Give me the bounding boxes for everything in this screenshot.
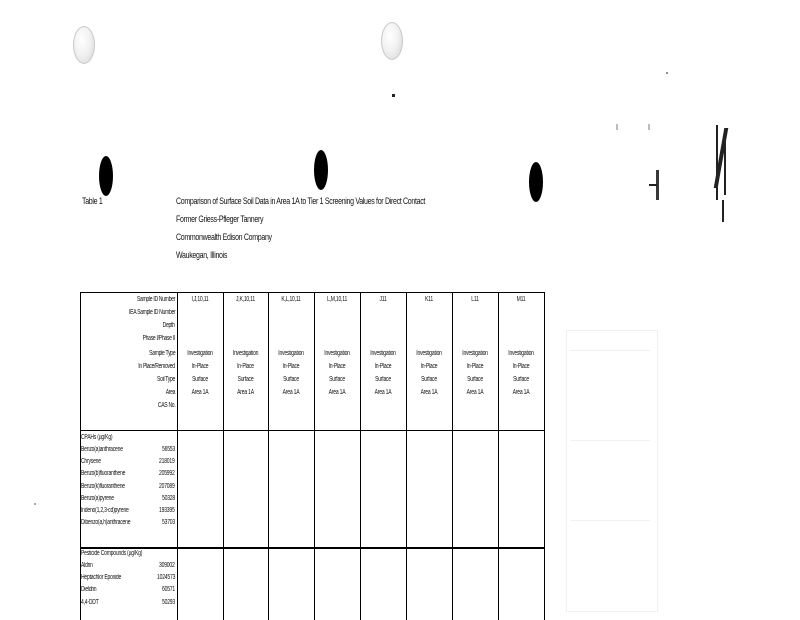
location: Waukegan, Illinois xyxy=(176,250,228,260)
area: Area 1A xyxy=(512,389,530,396)
analyte-cas: 50328 xyxy=(162,494,175,502)
sample-type: Investigation xyxy=(278,350,304,357)
table-border-left xyxy=(80,292,81,620)
section-divider xyxy=(80,547,544,549)
analyte-cas: 309002 xyxy=(159,562,175,569)
sample-id: L11 xyxy=(471,296,479,303)
analyte-name: Indeno(1,2,3-cd)pyrene xyxy=(81,507,129,514)
sample-type: Investigation xyxy=(232,350,259,357)
sample-type: Investigation xyxy=(508,350,534,357)
in-place-status: In-Place xyxy=(512,363,530,370)
row-header-label: IEA Sample ID Number xyxy=(128,309,175,316)
scan-speck xyxy=(392,94,395,97)
column-rule xyxy=(177,292,178,620)
analyte-cas: 50293 xyxy=(162,598,175,606)
column-rule xyxy=(223,292,224,620)
document-page xyxy=(80,150,548,618)
analyte-name: 4,4-DDT xyxy=(81,598,99,606)
sample-id: I,J,10,11 xyxy=(191,296,209,303)
in-place-status: In-Place xyxy=(374,363,392,370)
analyte-name: Aldrin xyxy=(81,562,93,569)
analyte-name: Benzo(k)fluoranthene xyxy=(81,482,125,490)
sample-type: Investigation xyxy=(187,350,213,357)
site-name: Former Griess-Pfleger Tannery xyxy=(176,214,264,224)
soil-type: Surface xyxy=(237,376,254,383)
binder-hole-center xyxy=(314,150,328,190)
header-divider xyxy=(80,430,544,431)
area: Area 1A xyxy=(282,389,300,396)
area: Area 1A xyxy=(328,389,346,396)
analyte-cas: 207089 xyxy=(159,482,175,490)
soil-type: Surface xyxy=(375,376,391,383)
sample-type: Investigation xyxy=(324,350,350,357)
section-title: Pesticide Compounds (µg/Kg) xyxy=(81,550,143,557)
row-header-label: Area xyxy=(165,389,175,396)
analyte-cas: 205992 xyxy=(159,470,175,478)
column-rule xyxy=(314,292,315,620)
punch-hole-center xyxy=(381,22,403,60)
in-place-status: In-Place xyxy=(282,363,300,370)
analyte-cas: 218019 xyxy=(159,458,175,466)
table-label: Table 1 xyxy=(82,196,103,206)
analyte-cas: 1024573 xyxy=(156,574,175,582)
area: Area 1A xyxy=(374,389,392,396)
row-header-label: Phase I/Phase II xyxy=(142,335,175,342)
sample-type: Investigation xyxy=(370,350,396,357)
scan-speck xyxy=(34,503,36,505)
sample-type: Investigation xyxy=(462,350,488,357)
analyte-name: Benzo(a)pyrene xyxy=(81,494,114,502)
punch-hole-left xyxy=(73,26,95,64)
table-title: Comparison of Surface Soil Data in Area 1A to Tier 1 Screening Values for Direct Contact xyxy=(176,196,426,206)
in-place-status: In-Place xyxy=(420,363,438,370)
sample-id: L,M,10,11 xyxy=(326,296,348,303)
column-rule xyxy=(452,292,453,620)
analyte-cas: 193395 xyxy=(159,507,175,514)
area: Area 1A xyxy=(237,389,254,396)
column-rule xyxy=(498,292,499,620)
analyte-cas: 56553 xyxy=(162,446,175,453)
row-header-label: CAS No. xyxy=(157,402,175,409)
row-header-label: Sample Type xyxy=(148,350,175,357)
analyte-name: Chrysene xyxy=(81,458,101,466)
sample-id: J11 xyxy=(379,296,387,303)
sample-id: M11 xyxy=(516,296,526,303)
analyte-name: Dieldrin xyxy=(81,586,97,594)
soil-type: Surface xyxy=(467,376,483,383)
section-title: CPAHs (µg/Kg) xyxy=(81,434,113,441)
sample-type: Investigation xyxy=(416,350,442,357)
area: Area 1A xyxy=(191,389,209,396)
column-rule xyxy=(544,292,545,620)
soil-type: Surface xyxy=(329,376,345,383)
binder-hole-left xyxy=(99,156,113,196)
area: Area 1A xyxy=(466,389,484,396)
analyte-name: Heptachlor Epoxide xyxy=(81,574,122,582)
row-header-label: Sample ID Number xyxy=(136,296,175,303)
analyte-name: Dibenzo(a,h)anthracene xyxy=(81,519,131,527)
row-header-label: Depth xyxy=(162,322,175,329)
sample-id: K11 xyxy=(425,296,433,303)
soil-type: Surface xyxy=(513,376,529,383)
in-place-status: In-Place xyxy=(237,363,254,370)
in-place-status: In-Place xyxy=(191,363,209,370)
soil-type: Surface xyxy=(192,376,208,383)
row-header-label: In Place/Removed xyxy=(138,363,175,370)
soil-type: Surface xyxy=(421,376,437,383)
row-header-label: Soil Type xyxy=(156,376,175,383)
analyte-cas: 53703 xyxy=(162,519,175,527)
sample-id: J,K,10,11 xyxy=(236,296,255,303)
table-border-top xyxy=(80,292,544,293)
scan-margin xyxy=(556,0,800,618)
analyte-cas: 60571 xyxy=(162,586,175,594)
column-rule xyxy=(406,292,407,620)
area: Area 1A xyxy=(420,389,438,396)
analyte-name: Benzo(a)anthracene xyxy=(81,446,123,453)
company-name: Commonwealth Edison Company xyxy=(176,232,272,242)
soil-type: Surface xyxy=(283,376,299,383)
sample-id: K,L,10,11 xyxy=(281,296,301,303)
in-place-status: In-Place xyxy=(466,363,484,370)
analyte-name: Benzo(b)fluoranthene xyxy=(81,470,126,478)
column-rule xyxy=(360,292,361,620)
column-rule xyxy=(268,292,269,620)
binder-hole-right xyxy=(529,162,543,202)
in-place-status: In-Place xyxy=(328,363,346,370)
